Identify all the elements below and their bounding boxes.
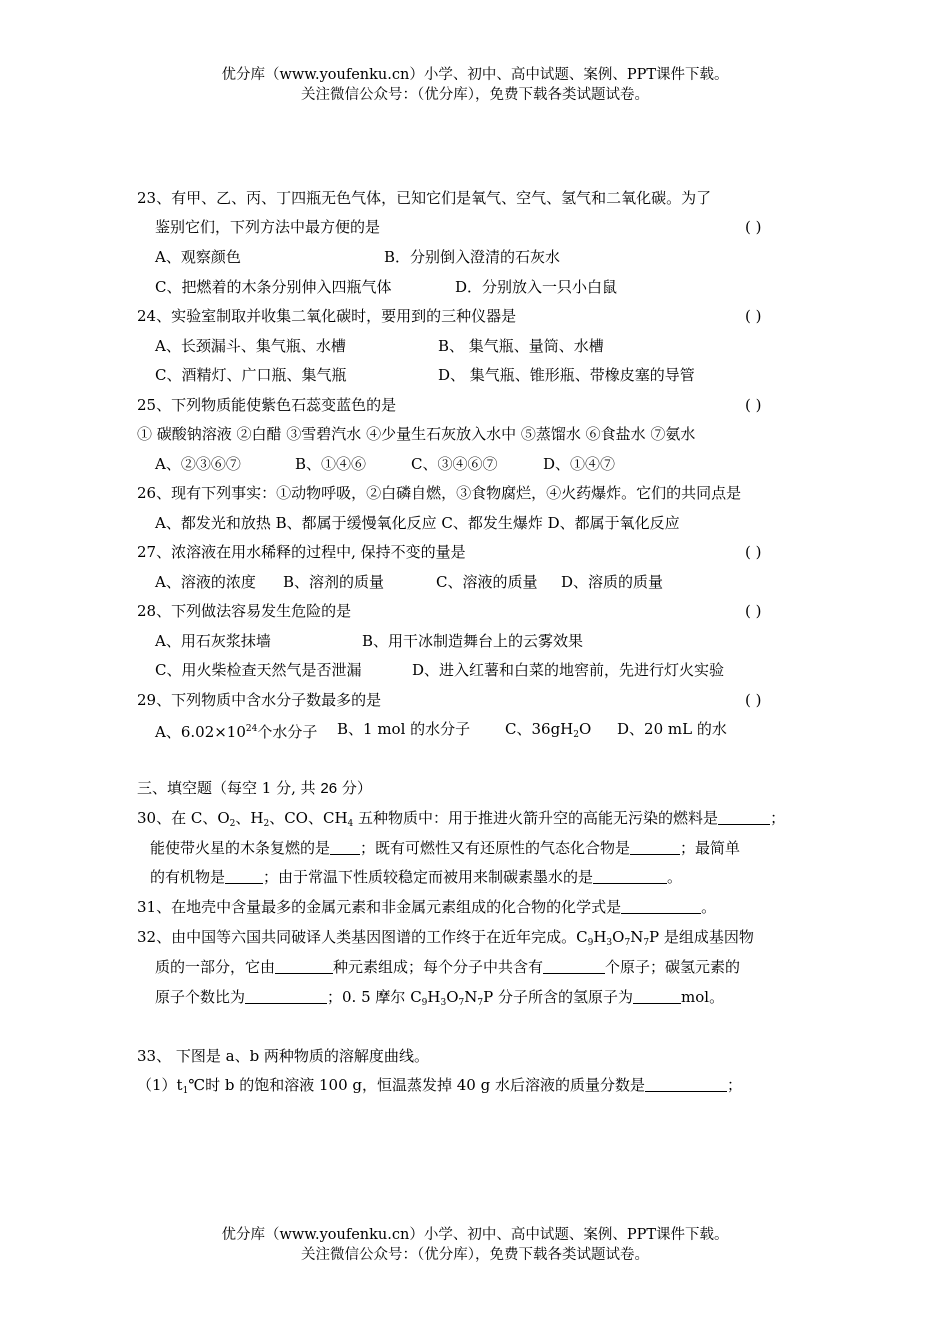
- q24-option-a: A、长颈漏斗、集气瓶、水槽: [155, 337, 346, 355]
- q28-option-d: D、进入红薯和白菜的地窖前，先进行灯火实验: [412, 661, 725, 679]
- footer-line-1: 优分库（www.youfenku.cn）小学、初中、高中试题、案例、PPT课件下载。: [221, 1227, 729, 1243]
- q30-line-3: 的有机物是 ；由于常温下性质较稳定而被用来制碳素墨水的是 。: [150, 868, 683, 886]
- section-3-score: 26: [320, 780, 338, 797]
- q29-answer-paren[interactable]: ( ): [745, 691, 762, 709]
- q30-line-2: 能使带火星的木条复燃的是 ；既有可燃性又有还原性的气态化合物是 ；最简单: [150, 839, 741, 857]
- q24-answer-paren[interactable]: ( ): [745, 307, 762, 325]
- q24-option-c: C、酒精灯、广口瓶、集气瓶: [155, 366, 347, 384]
- q25-items: ① 碳酸钠溶液 ②白醋 ③雪碧汽水 ④少量生石灰放入水中 ⑤蒸馏水 ⑥食盐水 ⑦氨水: [137, 425, 696, 443]
- q23-answer-paren[interactable]: ( ): [745, 218, 762, 236]
- q23-stem-2: 鉴别它们，下列方法中最方便的是: [155, 218, 381, 236]
- q28-answer-paren[interactable]: ( ): [745, 602, 762, 620]
- q24-option-d: D、 集气瓶、锥形瓶、带橡皮塞的导管: [438, 366, 695, 384]
- q25-option-d: D、①④⑦: [543, 455, 616, 473]
- q28-option-a: A、用石灰浆抹墙: [155, 632, 271, 650]
- q27-option-d: D、溶质的质量: [561, 573, 664, 591]
- q26-stem: 26、现有下列事实：①动物呼吸，②白磷自燃，③食物腐烂，④火药爆炸。它们的共同点是: [137, 484, 742, 502]
- q30-blank-3[interactable]: [630, 839, 680, 855]
- q23-option-b: B．分别倒入澄清的石灰水: [384, 248, 561, 266]
- q28-option-b: B、用干冰制造舞台上的云雾效果: [362, 632, 584, 650]
- q29-option-d: D、20 mL 的水: [617, 720, 727, 738]
- q33-stem: 33、 下图是 a、b 两种物质的溶解度曲线。: [137, 1047, 429, 1065]
- q33-part-1: $(1)t_1℃$时 b 的饱和溶液 100 g，恒温蒸发掉 40 g 水后溶液的质量分数是 ；: [137, 1076, 743, 1096]
- q24-stem: 24、实验室制取并收集二氧化碳时，要用到的三种仪器是: [137, 307, 517, 325]
- q32-line-2: 质的一部分，它由 种元素组成；每个分子中共含有 个原子；碳氢元素的: [155, 958, 741, 976]
- q30-blank-5[interactable]: [593, 868, 667, 884]
- header-line-1: 优分库（www.youfenku.cn）小学、初中、高中试题、案例、PPT课件下载。: [221, 67, 729, 83]
- q23-option-a: A、观察颜色: [155, 248, 241, 266]
- page-footer: [0, 1225, 950, 1265]
- q30-blank-1[interactable]: [718, 809, 770, 825]
- q32-blank-1[interactable]: [275, 958, 333, 974]
- q27-option-b: B、溶剂的质量: [283, 573, 385, 591]
- q24-option-b: B、 集气瓶、量筒、水槽: [438, 337, 604, 355]
- q32-blank-3[interactable]: [245, 988, 327, 1004]
- q32-formula-2: $C_9H_3O_7N_7P$: [410, 988, 494, 1008]
- q32-blank-2[interactable]: [543, 958, 605, 974]
- q27-stem: 27、浓溶液在用水稀释的过程中, 保持不变的量是: [137, 543, 466, 561]
- header-line-2: 关注微信公众号：（优分库），免费下载各类试题试卷。: [301, 87, 649, 103]
- q29-option-a: A、$6.02\times 10^{24}$个水分子: [155, 723, 318, 741]
- q33-blank-1[interactable]: [645, 1076, 727, 1092]
- q31-blank[interactable]: [621, 898, 701, 914]
- q23-option-c: C、把燃着的木条分别伸入四瓶气体: [155, 278, 392, 296]
- q29-option-b: B、1 mol 的水分子: [337, 720, 471, 738]
- q25-option-b: B、①④⑥: [295, 455, 367, 473]
- q30-blank-2[interactable]: [330, 839, 360, 855]
- footer-line-2: 关注微信公众号：（优分库），免费下载各类试题试卷。: [301, 1247, 649, 1263]
- q27-option-c: C、溶液的质量: [436, 573, 538, 591]
- q27-answer-paren[interactable]: ( ): [745, 543, 762, 561]
- q32-blank-4[interactable]: [633, 988, 681, 1004]
- q30-line-1: 30、在 C、$O_2$、$H_2$、CO、$CH_4$ 五种物质中：用于推进火箭升空的高能无污染的燃料是 ；: [137, 809, 786, 829]
- q29-option-c: C、$36gH_2O$: [505, 720, 592, 740]
- q32-line-1: 32、由中国等六国共同破译人类基因图谱的工作终于在近年完成。$C_9H_3O_7N_7P$ 是组成基因物: [137, 928, 754, 948]
- q25-stem: 25、下列物质能使紫色石蕊变蓝色的是: [137, 396, 397, 414]
- q26-options: A、都发光和放热 B、都属于缓慢氧化反应 C、都发生爆炸 D、都属于氧化反应: [155, 514, 680, 532]
- q28-stem: 28、下列做法容易发生危险的是: [137, 602, 352, 620]
- q27-option-a: A、溶液的浓度: [155, 573, 256, 591]
- q32-line-3: 原子个数比为 ；0. 5 摩尔 $C_9H_3O_7N_7P$ 分子所含的氢原子为 mol。: [155, 988, 725, 1008]
- q25-option-a: A、②③⑥⑦: [155, 455, 241, 473]
- section-3-title: 三、填空题（每空 1 分, 共 26 分）: [137, 779, 372, 797]
- q28-option-c: C、用火柴检查天然气是否泄漏: [155, 661, 362, 679]
- q23-option-d: D．分别放入一只小白鼠: [455, 278, 618, 296]
- q30-blank-4[interactable]: [225, 868, 263, 884]
- q25-option-c: C、③④⑥⑦: [411, 455, 498, 473]
- q31-line: 31、在地壳中含量最多的金属元素和非金属元素组成的化合物的化学式是 。: [137, 898, 717, 916]
- q29-stem: 29、下列物质中含水分子数最多的是: [137, 691, 382, 709]
- q25-answer-paren[interactable]: ( ): [745, 396, 762, 414]
- q23-stem-1: 23、有甲、乙、丙、丁四瓶无色气体，已知它们是氧气、空气、氢气和二氧化碳。为了: [137, 189, 712, 207]
- page-header: [0, 65, 950, 105]
- q32-formula-1: $C_9H_3O_7N_7P$: [576, 928, 660, 948]
